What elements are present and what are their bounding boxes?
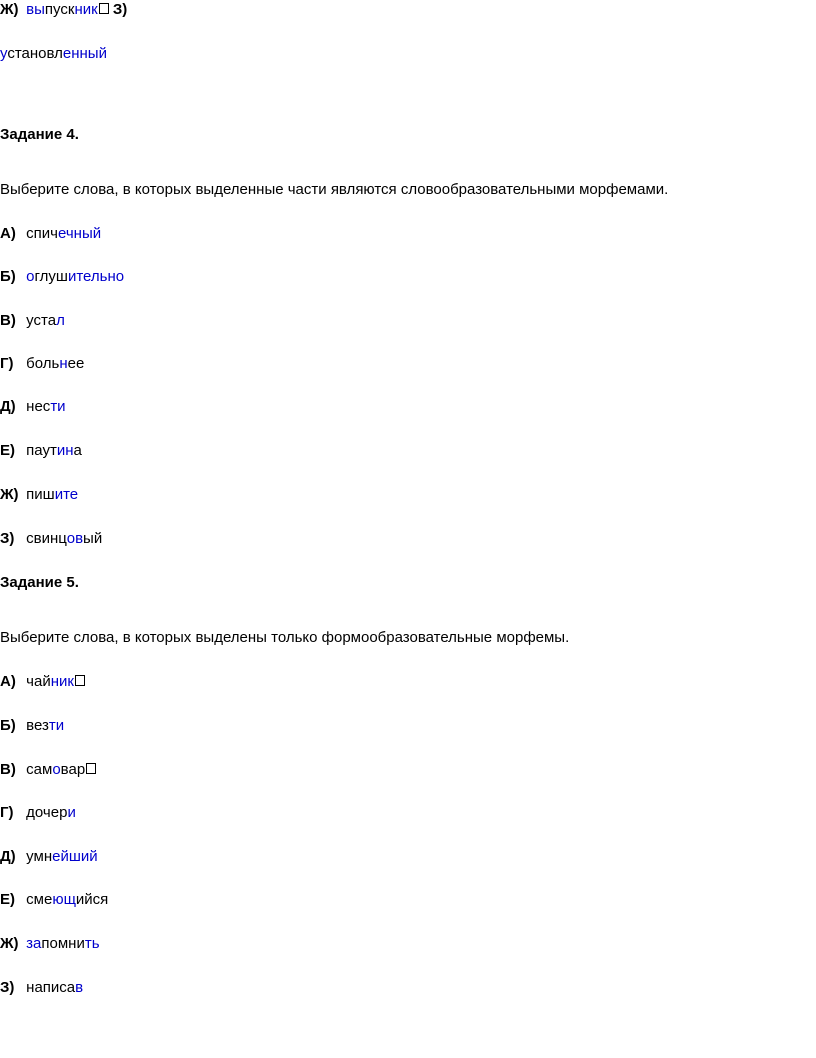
option-word (26, 1, 98, 18)
highlighted-morpheme: ник (50, 673, 74, 690)
highlighted-morpheme: ин (56, 442, 74, 459)
task4-option (0, 441, 82, 461)
option-word (26, 312, 65, 329)
option-letter: А) (0, 673, 16, 690)
task4-option (0, 529, 102, 549)
task4-question: Выберите слова, в которых выделенные части являются словообразовательными морфемами. (0, 181, 669, 198)
word-part: умн (26, 848, 53, 865)
option-word (26, 717, 64, 734)
highlighted-morpheme: и (67, 804, 76, 821)
option-letter: В) (0, 761, 16, 778)
option-letter: Ж) (0, 1, 19, 18)
option-letter: А) (0, 225, 16, 242)
word-part: уста (26, 312, 57, 329)
word-part: вар (60, 761, 86, 778)
word-part: ее (67, 355, 85, 372)
word-part: паут (26, 442, 57, 459)
highlighted-morpheme: н (59, 355, 68, 372)
option-word (26, 486, 78, 503)
word-part: ийся (75, 891, 109, 908)
option-word (26, 761, 85, 778)
option-letter: Д) (0, 848, 16, 865)
word-part: свинц (26, 530, 67, 547)
highlighted-morpheme: ительно (67, 268, 125, 285)
option-word (26, 673, 74, 690)
option-letter: Б) (0, 268, 16, 285)
task4-option (0, 485, 78, 505)
option-word (26, 530, 102, 547)
highlighted-morpheme: ти (50, 398, 66, 415)
option-letter: З) (0, 979, 15, 996)
word-part: сам (26, 761, 53, 778)
option-letter: Ж) (0, 935, 19, 952)
top-line-2 (0, 44, 107, 64)
option-letter: Е) (0, 891, 15, 908)
option-letter: Г) (0, 804, 14, 821)
task5-option (0, 716, 64, 736)
highlighted-morpheme: ечный (58, 225, 102, 242)
word-part: чай (26, 673, 51, 690)
highlighted-morpheme: ть (84, 935, 100, 952)
highlighted-morpheme: ите (54, 486, 79, 503)
option-word (26, 442, 82, 459)
task5-option (0, 847, 98, 867)
task5-option (0, 934, 100, 954)
highlighted-morpheme: за (26, 935, 42, 952)
option-letter: З) (112, 1, 128, 18)
word-part: спич (26, 225, 58, 242)
highlighted-morpheme: ник (74, 1, 98, 18)
highlighted-morpheme: у (0, 45, 8, 62)
word-part: а (73, 442, 82, 459)
highlighted-morpheme: о (26, 268, 35, 285)
option-word (26, 355, 84, 372)
highlighted-morpheme: енный (62, 45, 107, 62)
task4-option (0, 267, 124, 287)
option-letter: Б) (0, 717, 16, 734)
word-part: нес (26, 398, 51, 415)
task5-option (0, 890, 108, 910)
option-word (26, 848, 97, 865)
option-letter: З) (0, 530, 15, 547)
word-part: глуш (34, 268, 68, 285)
word-part: вез (26, 717, 49, 734)
option-word (26, 225, 101, 242)
word-part: пиш (26, 486, 55, 503)
option-word (0, 45, 107, 62)
option-word (26, 398, 65, 415)
highlighted-morpheme: вы (26, 1, 45, 18)
option-word (26, 268, 124, 285)
word-part: помни (41, 935, 85, 952)
task5-title: Задание 5. (0, 574, 79, 591)
word-part: становл (7, 45, 63, 62)
highlighted-morpheme: л (56, 312, 65, 329)
task5-option (0, 760, 96, 780)
highlighted-morpheme: ов (66, 530, 84, 547)
word-part: боль (26, 355, 60, 372)
task5-option (0, 803, 76, 823)
word-part: написа (26, 979, 76, 996)
task5-option (0, 978, 83, 998)
word-part: пуск (44, 1, 75, 18)
task4-option (0, 224, 101, 244)
top-line-1 (0, 0, 135, 20)
word-part: дочер (26, 804, 68, 821)
option-word (26, 891, 108, 908)
option-word (26, 935, 99, 952)
word-part: ый (83, 530, 103, 547)
highlighted-morpheme: о (52, 761, 61, 778)
option-letter: Ж) (0, 486, 19, 503)
option-letter: Д) (0, 398, 16, 415)
task4-option (0, 354, 84, 374)
highlighted-morpheme: ейший (52, 848, 98, 865)
word-part: сме (26, 891, 53, 908)
option-word (26, 979, 83, 996)
task5-question: Выберите слова, в которых выделены только формообразовательные морфемы. (0, 629, 570, 646)
highlighted-morpheme: ти (48, 717, 65, 734)
option-letter: Г) (0, 355, 14, 372)
task4-option (0, 397, 66, 417)
missing-glyph-box-icon (86, 763, 96, 774)
option-letter: В) (0, 312, 16, 329)
highlighted-morpheme: ющ (52, 891, 76, 908)
option-word (26, 804, 76, 821)
missing-glyph-box-icon (75, 675, 85, 686)
missing-glyph-box-icon (99, 3, 109, 14)
task4-title: Задание 4. (0, 126, 79, 143)
option-letter: Е) (0, 442, 15, 459)
task5-option (0, 672, 85, 692)
task4-option (0, 311, 65, 331)
highlighted-morpheme: в (75, 979, 84, 996)
